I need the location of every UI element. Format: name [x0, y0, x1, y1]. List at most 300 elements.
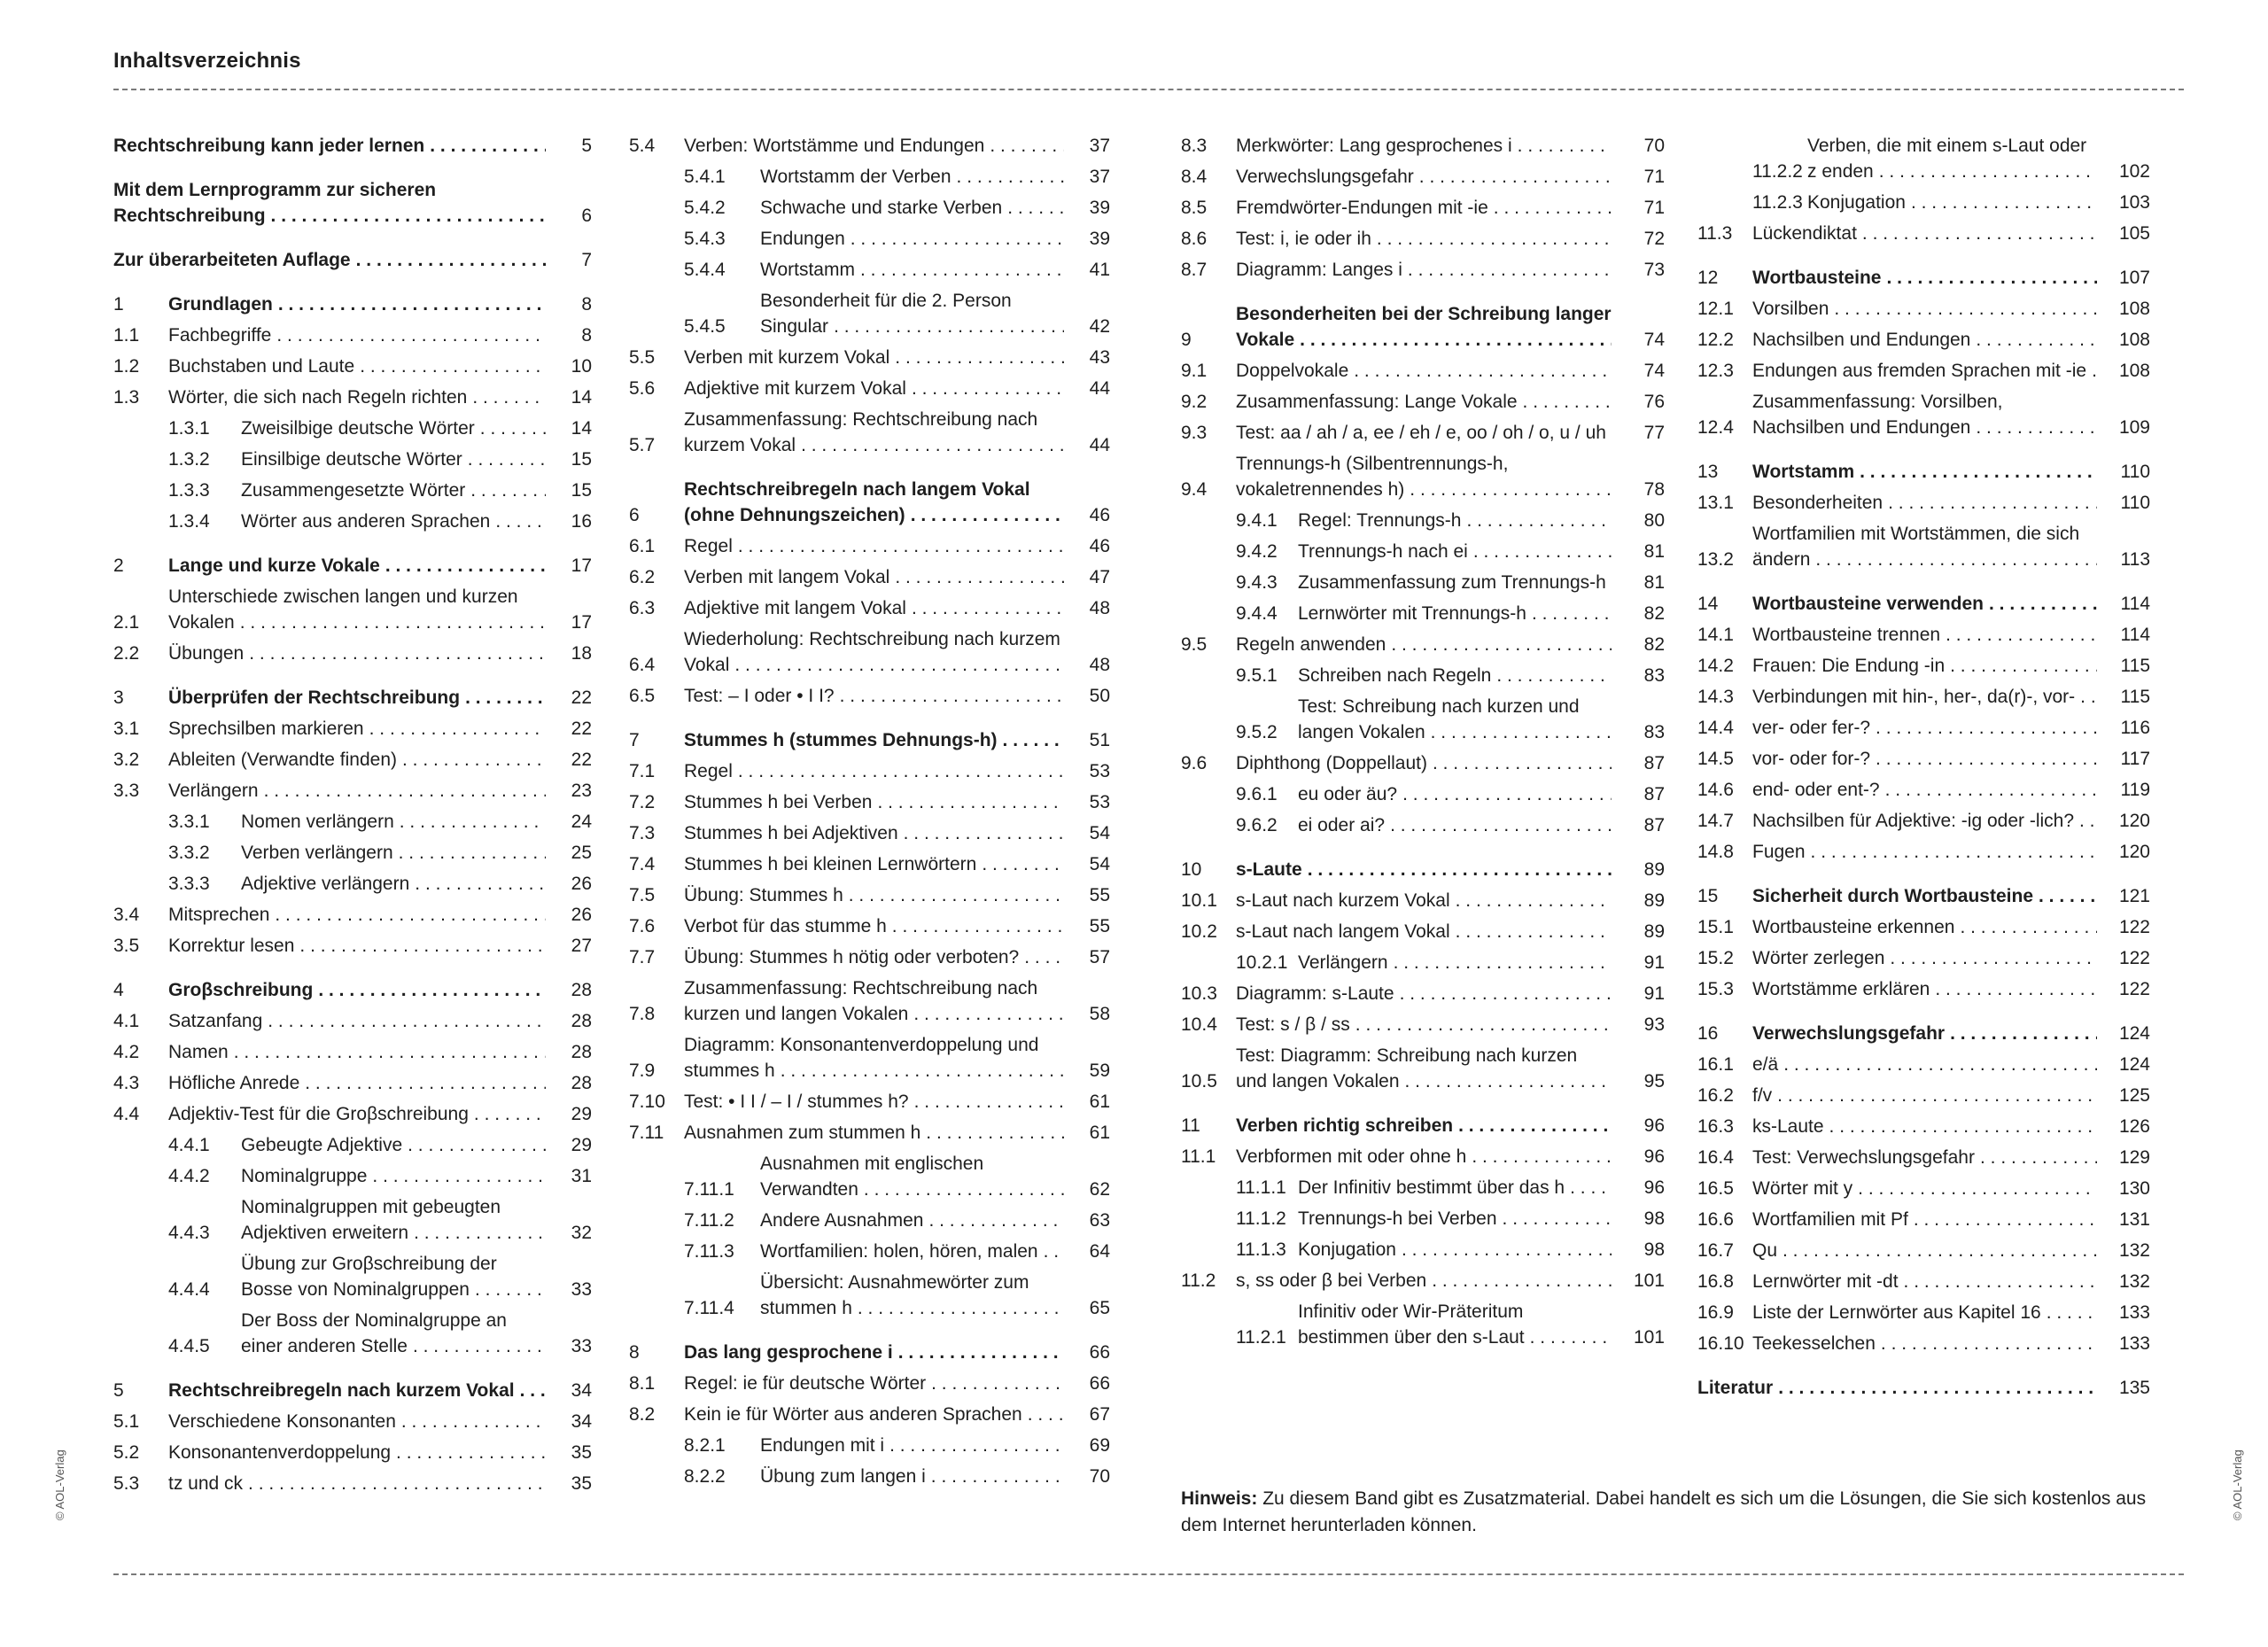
bottom-divider [113, 1573, 2184, 1575]
toc-entry-page: 89 [1612, 919, 1665, 944]
toc-entry-number: 9.4.4 [1236, 603, 1278, 624]
toc-entry-page: 54 [1064, 851, 1110, 877]
toc-entry-number: 7.4 [629, 854, 656, 874]
toc-entry-title: Übung zur Groβschreibung der Bosse von Nominalgruppen . . . [241, 1251, 546, 1302]
toc-entry-number: 9.6.2 [1236, 815, 1278, 835]
toc-entry-page: 109 [2097, 415, 2150, 440]
toc-entry [1181, 539, 1665, 564]
toc-entry-title: Adjektiv-Test für die Groβschreibung . . . [168, 1101, 546, 1127]
toc-entry [1697, 1145, 2150, 1170]
toc-entry [629, 533, 1110, 559]
toc-entry-title: Nominalgruppen mit gebeugten Adjektiven erweitern . . . [241, 1194, 546, 1246]
toc-entry [629, 882, 1110, 908]
toc-entry [1697, 190, 2150, 215]
toc-entry-title: Verben mit kurzem Vokal . . . [684, 345, 1064, 370]
toc-entry-number: 16.4 [1697, 1147, 1734, 1168]
toc-entry [1181, 950, 1665, 975]
toc-entry-page: 98 [1612, 1206, 1665, 1231]
toc-entry-title: Nachsilben und Endungen . . . [1752, 327, 2097, 353]
toc-entry-page: 135 [2097, 1375, 2150, 1401]
toc-entry-number: 16.10 [1697, 1333, 1744, 1354]
toc-entry-number: 7.5 [629, 885, 656, 905]
toc-entry-number: 7.2 [629, 792, 656, 812]
toc-entry-number: 11.1.3 [1236, 1239, 1286, 1260]
toc-entry-number: 14 [1697, 594, 1719, 614]
toc-entry-title: Endungen . . . [760, 226, 1064, 252]
toc-entry-title: Buchstaben und Laute . . . [168, 353, 546, 379]
toc-entry [113, 553, 592, 579]
toc-entry-page: 64 [1064, 1239, 1110, 1264]
toc-entry [1181, 570, 1665, 595]
toc-entry-title: Test: Verwechslungsgefahr . . . [1752, 1145, 2097, 1170]
toc-entry-page: 132 [2097, 1238, 2150, 1263]
toc-entry-number: 5.1 [113, 1411, 140, 1432]
toc-entry-number: 10.1 [1181, 890, 1217, 911]
toc-entry [629, 1151, 1110, 1202]
toc-entry-title: Wörter, die sich nach Regeln richten . . . [168, 385, 546, 410]
toc-entry-page: 8 [546, 322, 592, 348]
toc-entry-title: Trennungs-h bei Verben . . . [1298, 1206, 1612, 1231]
toc-entry-title: Stummes h (stummes Dehnungs-h) . . . [684, 727, 1064, 753]
toc-entry-number: 8.2.2 [684, 1466, 726, 1487]
toc-entry-title: Lernwörter mit Trennungs-h . . . [1298, 601, 1612, 626]
toc-entry-title: Regel . . . [684, 533, 1064, 559]
toc-entry-number: 5.4 [629, 136, 656, 156]
toc-entry [1181, 508, 1665, 533]
toc-entry [629, 195, 1110, 221]
toc-entry-title: Zusammenfassung: Vorsilben, Nachsilben und Endungen . . . [1752, 389, 2097, 440]
toc-entry-page: 72 [1612, 226, 1665, 252]
toc-entry [1697, 746, 2150, 772]
toc-entry [1697, 1331, 2150, 1356]
toc-entry-page: 93 [1612, 1012, 1665, 1037]
toc-entry-number: 6.5 [629, 686, 656, 706]
toc-entry-title: Verbformen mit oder ohne h . . . [1236, 1144, 1612, 1169]
toc-entry-title: Liste der Lernwörter aus Kapitel 16 . . . [1752, 1300, 2097, 1325]
toc-entry-title: Nominalgruppe . . . [241, 1163, 546, 1189]
toc-entry-page: 46 [1064, 533, 1110, 559]
toc-entry-title: Besonderheiten bei der Schreibung langer Vokale . . . [1236, 301, 1612, 353]
toc-entry-page: 122 [2097, 976, 2150, 1002]
toc-entry-number: 9.6 [1181, 753, 1208, 773]
toc-entry-title: Test: aa / ah / a, ee / eh / e, oo / oh / o, u / uh . . . [1236, 420, 1612, 446]
toc-entry-title: Test: – I oder • I I? . . . [684, 683, 1064, 709]
toc-entry [629, 345, 1110, 370]
toc-entry [1181, 133, 1665, 159]
toc-entry-number: 7.6 [629, 916, 656, 936]
toc-column-4 [1697, 133, 2150, 1406]
toc-entry-number: 16.9 [1697, 1302, 1734, 1323]
toc-entry-page: 16 [546, 509, 592, 534]
toc-entry-page: 114 [2097, 622, 2150, 648]
toc-entry [1697, 1021, 2150, 1046]
toc-entry [113, 1409, 592, 1434]
toc-entry-title: Verben: Wortstämme und Endungen . . . [684, 133, 1064, 159]
toc-entry-title: Literatur . . . [1697, 1375, 2097, 1401]
toc-entry [629, 288, 1110, 339]
toc-entry-number: 3.1 [113, 719, 140, 739]
toc-entry-number: 7.11.3 [684, 1241, 734, 1262]
toc-entry [113, 478, 592, 503]
toc-entry-number: 11.1.1 [1236, 1177, 1286, 1198]
toc-entry [629, 257, 1110, 283]
toc-entry-page: 22 [546, 716, 592, 742]
toc-entry-title: Test: s / β / ss . . . [1236, 1012, 1612, 1037]
toc-entry [1181, 781, 1665, 807]
toc-entry-number: 16.5 [1697, 1178, 1734, 1199]
toc-entry-page: 34 [546, 1409, 592, 1434]
toc-entry-page: 71 [1612, 195, 1665, 221]
toc-entry-page: 14 [546, 385, 592, 410]
toc-entry [113, 716, 592, 742]
toc-entry [1697, 265, 2150, 291]
toc-entry [113, 1070, 592, 1096]
toc-entry-page: 27 [546, 933, 592, 959]
toc-entry-title: Korrektur lesen . . . [168, 933, 546, 959]
toc-entry [113, 133, 592, 159]
toc-entry [1697, 777, 2150, 803]
toc-entry-title: Zur überarbeiteten Auflage . . . [113, 247, 546, 273]
toc-entry-page: 96 [1612, 1175, 1665, 1200]
toc-entry-page: 33 [546, 1333, 592, 1359]
toc-entry-title: Wortstamm . . . [1752, 459, 2097, 485]
toc-entry-title: Konjugation . . . [1807, 190, 2097, 215]
toc-entry-title: vor- oder for-? . . . [1752, 746, 2097, 772]
toc-entry-title: Diagramm: s-Laute . . . [1236, 981, 1612, 1006]
toc-entry-title: Qu . . . [1752, 1238, 2097, 1263]
toc-entry-number: 13.2 [1697, 549, 1734, 570]
toc-entry-title: Wortfamilien: holen, hören, malen . . . [760, 1239, 1064, 1264]
toc-entry-page: 32 [546, 1220, 592, 1246]
toc-entry-page: 66 [1064, 1340, 1110, 1365]
toc-entry [629, 477, 1110, 528]
toc-entry [1181, 888, 1665, 913]
toc-entry-page: 101 [1612, 1268, 1665, 1294]
toc-entry-page: 28 [546, 977, 592, 1003]
toc-entry-page: 10 [546, 353, 592, 379]
toc-entry-number: 1.3.3 [168, 480, 210, 501]
toc-entry-number: 13.1 [1697, 493, 1734, 513]
toc-entry-title: Grundlagen . . . [168, 291, 546, 317]
toc-entry [1697, 1375, 2150, 1401]
toc-entry [1697, 1238, 2150, 1263]
toc-entry-title: Schwache und starke Verben . . . [760, 195, 1064, 221]
toc-entry-number: 9.1 [1181, 361, 1208, 381]
toc-entry [113, 747, 592, 773]
toc-entry-number: 6.4 [629, 655, 656, 675]
toc-entry-number: 15.3 [1697, 979, 1734, 999]
toc-entry-page: 115 [2097, 684, 2150, 710]
toc-entry [113, 291, 592, 317]
toc-entry [113, 447, 592, 472]
toc-entry [629, 789, 1110, 815]
toc-entry [1181, 1268, 1665, 1294]
toc-entry [629, 1371, 1110, 1396]
toc-entry-number: 7.11.2 [684, 1210, 734, 1231]
hint-note [1181, 1486, 2155, 1539]
toc-entry [113, 1039, 592, 1065]
toc-entry-page: 81 [1612, 539, 1665, 564]
toc-entry [1181, 812, 1665, 838]
toc-entry [1697, 389, 2150, 440]
toc-entry-title: Das lang gesprochene i . . . [684, 1340, 1064, 1365]
toc-entry-number: 4.3 [113, 1073, 140, 1093]
toc-entry-number: 10 [1181, 859, 1202, 880]
toc-entry [1181, 1043, 1665, 1094]
toc-entry [1181, 257, 1665, 283]
toc-entry [1181, 1206, 1665, 1231]
toc-entry-page: 133 [2097, 1300, 2150, 1325]
toc-entry-title: Regel: Trennungs-h . . . [1298, 508, 1612, 533]
toc-entry [113, 584, 592, 635]
toc-entry-page: 131 [2097, 1207, 2150, 1232]
toc-entry-title: Verlängern . . . [1298, 950, 1612, 975]
toc-entry [113, 685, 592, 711]
toc-entry [1181, 663, 1665, 688]
toc-entry-title: Stummes h bei Adjektiven . . . [684, 820, 1064, 846]
toc-entry-number: 9.5.2 [1236, 722, 1278, 742]
toc-entry-number: 3.3.2 [168, 843, 210, 863]
toc-entry [113, 177, 592, 229]
toc-entry-number: 9.4.1 [1236, 510, 1278, 531]
toc-entry-title: Zusammenfassung: Lange Vokale . . . [1236, 389, 1612, 415]
toc-entry-page: 122 [2097, 914, 2150, 940]
toc-entry-page: 28 [546, 1039, 592, 1065]
toc-entry [629, 1402, 1110, 1427]
toc-entry [1697, 490, 2150, 516]
toc-entry-title: Wortbausteine . . . [1752, 265, 2097, 291]
toc-entry-page: 130 [2097, 1176, 2150, 1201]
toc-entry [113, 1471, 592, 1496]
toc-entry-number: 3 [113, 688, 124, 708]
toc-entry-title: Adjektive verlängern . . . [241, 871, 546, 897]
toc-entry [629, 820, 1110, 846]
toc-entry-page: 41 [1064, 257, 1110, 283]
toc-entry-title: Kein ie für Wörter aus anderen Sprachen . . . [684, 1402, 1064, 1427]
toc-entry-page: 78 [1612, 477, 1665, 502]
toc-entry-page: 39 [1064, 226, 1110, 252]
toc-entry-page: 46 [1064, 502, 1110, 528]
toc-entry-number: 11.2.3 [1752, 192, 1803, 213]
toc-entry-page: 35 [546, 1440, 592, 1465]
toc-entry-number: 2.2 [113, 643, 140, 664]
toc-entry [1181, 164, 1665, 190]
toc-entry-page: 35 [546, 1471, 592, 1496]
toc-entry-page: 14 [546, 416, 592, 441]
toc-entry-number: 9.4 [1181, 479, 1208, 500]
toc-entry-title: Verwechslungsgefahr . . . [1236, 164, 1612, 190]
toc-entry-title: Besonderheiten . . . [1752, 490, 2097, 516]
toc-entry-page: 63 [1064, 1208, 1110, 1233]
toc-entry-title: Andere Ausnahmen . . . [760, 1208, 1064, 1233]
toc-entry-page: 120 [2097, 808, 2150, 834]
toc-entry-title: Wiederholung: Rechtschreibung nach kurzem Vokal . . . [684, 626, 1064, 678]
toc-entry-number: 4.2 [113, 1042, 140, 1062]
toc-entry-number: 5.2 [113, 1442, 140, 1463]
toc-entry [1181, 919, 1665, 944]
toc-entry [113, 1440, 592, 1465]
toc-entry [1697, 883, 2150, 909]
toc-entry [1697, 945, 2150, 971]
toc-entry-title: Lange und kurze Vokale . . . [168, 553, 546, 579]
toc-entry-title: Stummes h bei kleinen Lernwörtern . . . [684, 851, 1064, 877]
toc-entry-number: 1.3.4 [168, 511, 210, 532]
toc-entry-number: 4 [113, 980, 124, 1000]
toc-entry-number: 5.3 [113, 1473, 140, 1494]
toc-entry-page: 48 [1064, 652, 1110, 678]
copyright-left: © AOL-Verlag [53, 1449, 66, 1520]
toc-entry-number: 1.3.2 [168, 449, 210, 470]
toc-entry [629, 1032, 1110, 1084]
toc-entry-title: Verbot für das stumme h . . . [684, 913, 1064, 939]
toc-entry-title: Ableiten (Verwandte finden) . . . [168, 747, 546, 773]
toc-entry [629, 944, 1110, 970]
toc-entry-number: 11.2.2 [1752, 161, 1803, 182]
toc-entry-number: 16.8 [1697, 1271, 1734, 1292]
toc-entry-title: Sprechsilben markieren . . . [168, 716, 546, 742]
toc-entry-page: 117 [2097, 746, 2150, 772]
toc-entry-page: 108 [2097, 296, 2150, 322]
toc-entry-page: 22 [546, 685, 592, 711]
toc-entry [113, 977, 592, 1003]
toc-entry [1697, 327, 2150, 353]
toc-entry-page: 54 [1064, 820, 1110, 846]
toc-entry [1181, 1237, 1665, 1262]
toc-entry [1181, 420, 1665, 446]
toc-entry-page: 87 [1612, 781, 1665, 807]
toc-entry-title: Konsonantenverdoppelung . . . [168, 1440, 546, 1465]
toc-entry [1181, 632, 1665, 657]
toc-entry-number: 16.2 [1697, 1085, 1734, 1106]
toc-entry-title: Überprüfen der Rechtschreibung . . . [168, 685, 546, 711]
toc-entry [629, 407, 1110, 458]
toc-entry-page: 70 [1064, 1464, 1110, 1489]
toc-entry [1697, 133, 2150, 184]
top-divider [113, 89, 2184, 90]
toc-entry-title: Fugen . . . [1752, 839, 2097, 865]
toc-entry-number: 11.3 [1697, 223, 1733, 244]
toc-entry-page: 62 [1064, 1177, 1110, 1202]
toc-entry-number: 3.3.3 [168, 874, 210, 894]
toc-entry-number: 4.4.3 [168, 1223, 210, 1243]
toc-entry-page: 119 [2097, 777, 2150, 803]
toc-entry-page: 74 [1612, 358, 1665, 384]
toc-entry-number: 10.5 [1181, 1071, 1217, 1092]
toc-entry-page: 105 [2097, 221, 2150, 246]
toc-entry-page: 7 [546, 247, 592, 273]
toc-entry-title: Regeln anwenden . . . [1236, 632, 1612, 657]
toc-entry-page: 115 [2097, 653, 2150, 679]
toc-entry-page: 89 [1612, 888, 1665, 913]
toc-entry-number: 1.1 [113, 325, 140, 346]
toc-entry-number: 2 [113, 555, 124, 576]
toc-entry-number: 5.6 [629, 378, 656, 399]
toc-entry-number: 10.4 [1181, 1014, 1217, 1035]
toc-entry-number: 7.11 [629, 1123, 664, 1143]
toc-entry [629, 758, 1110, 784]
toc-entry-title: Test: • I I / – I / stummes h? . . . [684, 1089, 1064, 1115]
toc-entry [113, 416, 592, 441]
toc-entry-page: 34 [546, 1378, 592, 1403]
toc-entry-title: Zusammengesetzte Wörter . . . [241, 478, 546, 503]
toc-entry-number: 7.1 [629, 761, 656, 781]
toc-entry [1697, 1176, 2150, 1201]
toc-entry-page: 15 [546, 447, 592, 472]
toc-entry-page: 17 [546, 610, 592, 635]
toc-entry [113, 641, 592, 666]
toc-column-1 [113, 133, 592, 1502]
toc-entry [113, 1008, 592, 1034]
toc-entry-number: 15.1 [1697, 917, 1734, 937]
toc-entry [629, 1239, 1110, 1264]
toc-entry-number: 5.5 [629, 347, 656, 368]
toc-entry-title: Wortfamilien mit Wortstämmen, die sich ändern . . . [1752, 521, 2097, 572]
toc-entry-number: 10.2.1 [1236, 952, 1288, 973]
toc-entry [629, 1464, 1110, 1489]
toc-entry [1697, 1114, 2150, 1139]
toc-entry-title: Regel: ie für deutsche Wörter . . . [684, 1371, 1064, 1396]
toc-entry-title: Übung: Stummes h nötig oder verboten? . . . [684, 944, 1064, 970]
toc-entry-title: Diagramm: Langes i . . . [1236, 257, 1612, 283]
toc-entry-page: 47 [1064, 564, 1110, 590]
toc-entry-number: 12.3 [1697, 361, 1734, 381]
toc-entry-title: Groβschreibung . . . [168, 977, 546, 1003]
toc-entry-title: Der Boss der Nominalgruppe an einer anderen Stelle . . . [241, 1308, 546, 1359]
toc-entry-title: Mitsprechen . . . [168, 902, 546, 928]
toc-entry-page: 55 [1064, 913, 1110, 939]
toc-entry-number: 15.2 [1697, 948, 1734, 968]
toc-entry-page: 113 [2097, 547, 2150, 572]
toc-entry-title: Schreiben nach Regeln . . . [1298, 663, 1612, 688]
toc-entry-page: 77 [1612, 420, 1665, 446]
toc-entry-page: 67 [1064, 1402, 1110, 1427]
toc-entry-title: Fachbegriffe . . . [168, 322, 546, 348]
toc-entry-page: 17 [546, 553, 592, 579]
toc-entry [113, 809, 592, 835]
toc-entry-page: 26 [546, 902, 592, 928]
toc-entry-title: Namen . . . [168, 1039, 546, 1065]
toc-entry-title: Verben verlängern . . . [241, 840, 546, 866]
toc-entry-page: 107 [2097, 265, 2150, 291]
toc-entry-number: 2.1 [113, 612, 140, 633]
toc-entry-number: 5.4.2 [684, 198, 726, 218]
toc-entry [1697, 1083, 2150, 1108]
toc-entry-number: 12.4 [1697, 417, 1734, 438]
toc-entry-number: 14.6 [1697, 780, 1734, 800]
toc-entry-page: 95 [1612, 1068, 1665, 1094]
toc-entry-title: Frauen: Die Endung -in . . . [1752, 653, 2097, 679]
toc-entry-page: 37 [1064, 164, 1110, 190]
toc-entry-number: 7.11.4 [684, 1298, 734, 1318]
toc-entry-title: Verben richtig schreiben . . . [1236, 1113, 1612, 1138]
toc-entry-title: s-Laut nach langem Vokal . . . [1236, 919, 1612, 944]
toc-entry-page: 71 [1612, 164, 1665, 190]
toc-entry-number: 4.1 [113, 1011, 140, 1031]
toc-entry-title: Der Infinitiv bestimmt über das h . . . [1298, 1175, 1612, 1200]
toc-entry-number: 5.4.4 [684, 260, 726, 280]
toc-entry-number: 7.10 [629, 1092, 665, 1112]
toc-entry-title: Stummes h bei Verben . . . [684, 789, 1064, 815]
toc-entry-number: 1.3 [113, 387, 140, 408]
toc-entry-page: 28 [546, 1008, 592, 1034]
toc-entry [1181, 451, 1665, 502]
toc-entry [1697, 839, 2150, 865]
toc-entry-number: 11.2 [1181, 1270, 1216, 1291]
toc-entry-title: Zusammenfassung: Rechtschreibung nach kurzem Vokal . . . [684, 407, 1064, 458]
toc-entry [629, 851, 1110, 877]
toc-entry-title: Zusammenfassung: Rechtschreibung nach kurzen und langen Vokalen . . . [684, 975, 1064, 1027]
toc-entry [113, 353, 592, 379]
